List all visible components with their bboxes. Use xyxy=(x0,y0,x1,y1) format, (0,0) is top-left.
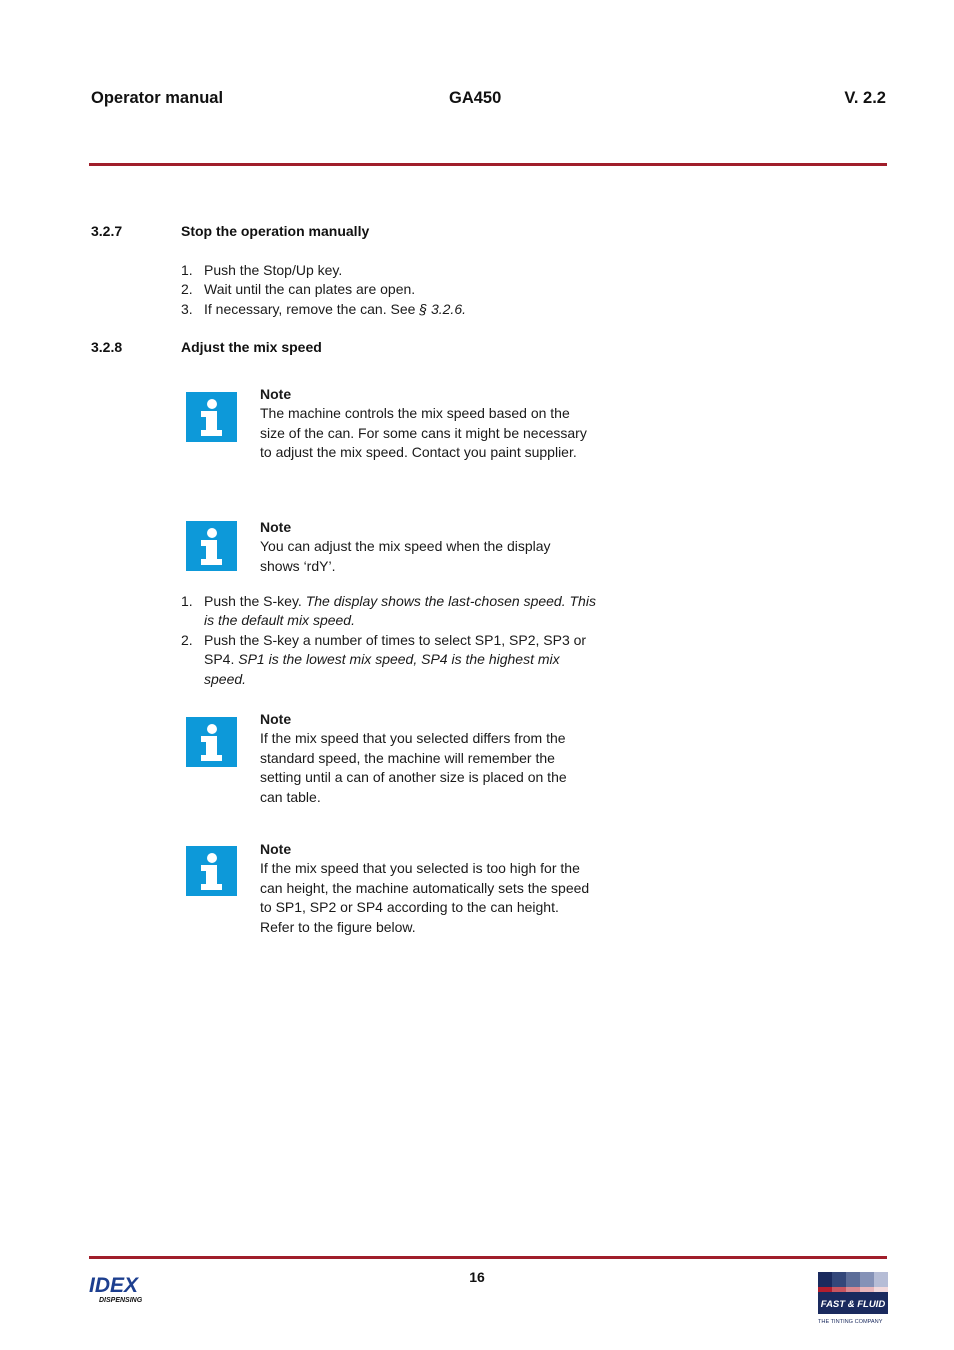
note-title: Note xyxy=(260,711,292,727)
header-manual-title: Operator manual xyxy=(91,89,224,107)
idex-logo-subtitle: DISPENSING xyxy=(99,1297,143,1304)
footer-rule xyxy=(89,1256,887,1259)
header-version: V. 2.2 xyxy=(844,89,886,107)
note-text: If the mix speed that you selected is too high for the can height, the machine automatically sets the speed to SP1, SP2 or SP4 according to the can height. Refer to the figure below. xyxy=(260,860,590,935)
step-number: 2. xyxy=(181,281,193,298)
section-number: 3.2.8 xyxy=(91,339,123,355)
idex-logo xyxy=(89,1272,161,1309)
section-reference-link[interactable]: § 3.2.6. xyxy=(419,300,466,317)
section-title: Adjust the mix speed xyxy=(181,339,322,355)
step-number: 3. xyxy=(181,300,193,317)
note-text: The machine controls the mix speed based on the size of the can. For some cans it might be necessary to adjust the mix speed. Contact you paint supplier. xyxy=(260,405,587,461)
step-result: SP1 is the lowest mix speed, SP4 is the highest mix speed. xyxy=(204,651,560,687)
step-text: Push the Stop/Up key. xyxy=(204,262,343,278)
step-result: The display shows the last-chosen speed. This is the default mix speed. xyxy=(204,593,596,629)
info-icon xyxy=(186,521,237,571)
section-heading-adjust-mix-speed xyxy=(91,339,322,355)
section-title: Stop the operation manually xyxy=(181,223,370,239)
step-text: Push the S-key a number of times to select SP1, SP2, SP3 or SP4. xyxy=(204,631,587,668)
info-icon xyxy=(186,392,237,442)
step-text: Wait until the can plates are open. xyxy=(204,281,416,298)
step-number: 1. xyxy=(181,593,193,609)
list-item xyxy=(181,631,601,689)
fast-fluid-logo xyxy=(818,1272,888,1329)
info-icon xyxy=(186,717,237,767)
header-rule xyxy=(89,163,887,166)
fast-fluid-wordmark: FAST & FLUID xyxy=(820,1299,886,1310)
note-text: If the mix speed that you selected differs from the standard speed, the machine will remember the setting until a can of another size is placed on the can table. xyxy=(260,730,567,805)
step-text: If necessary, remove the can. See xyxy=(204,300,420,317)
mix-speed-steps-list xyxy=(181,592,601,689)
stop-steps-list xyxy=(181,261,601,319)
note-title: Note xyxy=(260,386,292,402)
section-heading-stop-operation xyxy=(91,223,369,239)
note-title: Note xyxy=(260,519,292,535)
step-text: Push the S-key. xyxy=(204,593,306,609)
note-text: You can adjust the mix speed when the display shows ‘rdY’. xyxy=(260,538,551,574)
fast-fluid-tagline: THE TINTING COMPANY xyxy=(818,1319,883,1324)
step-number: 2. xyxy=(181,631,193,648)
list-item xyxy=(181,592,601,631)
idex-logo-wordmark: IDEX xyxy=(89,1274,139,1297)
note-title: Note xyxy=(260,841,292,857)
step-number: 1. xyxy=(181,262,193,278)
list-item xyxy=(181,280,601,299)
info-icon xyxy=(186,846,237,896)
header-model: GA450 xyxy=(449,89,502,107)
list-item xyxy=(181,261,601,280)
page-number: 16 xyxy=(469,1269,485,1285)
list-item xyxy=(181,300,601,319)
section-number: 3.2.7 xyxy=(91,223,123,239)
